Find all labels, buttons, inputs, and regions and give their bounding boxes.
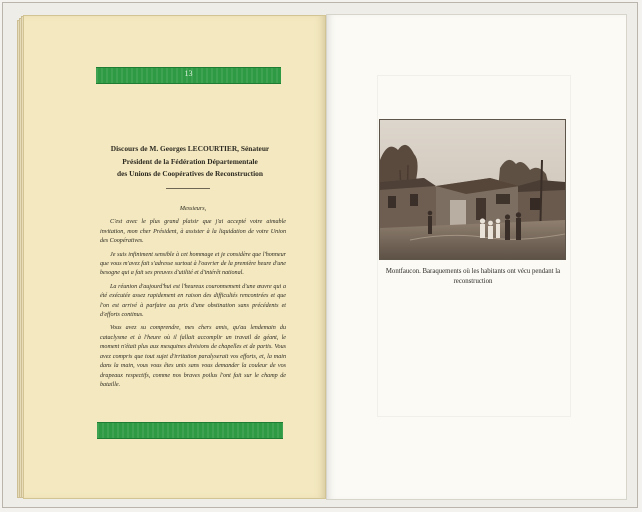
salutation: Messieurs, xyxy=(179,206,207,212)
paragraph: Vous avez su comprendre, mes chers amis, qu'au lendemain du cataclysme et à l'heure où il fallait accomplir un travail de géant, le moment n'était plus aux mesquines divisions de chapelles et de partis. Vous avez compris que tout sujet d'irritation paralyserait vos efforts, et, la main dans la main, vous vous êtes unis sans vous demander la couleur de vos drapeaux respectifs, comme nos braves poilus l'ont fait sur le champ de bataille. xyxy=(100,325,286,388)
scan-frame xyxy=(2,2,638,508)
photo-barracks-village-icon xyxy=(380,120,565,259)
right-page xyxy=(326,14,627,500)
title-line: Président de la Fédération Départementale xyxy=(122,156,258,166)
title-line: des Unions de Coopératives de Reconstruction xyxy=(117,169,263,178)
paragraph: La réunion d'aujourd'hui est l'heureux couronnement d'une œuvre qui a été exécutée assez rapidement en raison des difficultés rencontrées et que l'on est arrivé à parfaire au prix d'une obstination sans précédents et d'efforts continus. xyxy=(100,283,286,319)
speech-title xyxy=(96,143,284,181)
open-booklet xyxy=(17,12,629,502)
photo-barracks-village xyxy=(379,119,566,260)
photo-caption: Montfaucon. Baraquements où les habitants ont vécu pendant la reconstruction xyxy=(385,268,561,285)
header-ornament-bar xyxy=(96,67,281,84)
speech-body xyxy=(100,205,286,394)
paragraph: C'est avec le plus grand plaisir que j'ai accepté votre aimable invitation, mon cher Président, à assister à la liquidation de votre Union des Coopératives. xyxy=(100,219,286,245)
paragraph: Je suis infiniment sensible à cet hommage et je considère que l'honneur que vous m'avez fait s'adresse surtout à l'ouvrier de la première heure d'une besogne qui a fait ses preuves d'utilité et d'intérêt national. xyxy=(100,251,286,277)
title-line: Discours de M. Georges LECOURTIER, Sénateur xyxy=(110,144,270,153)
page-number: 13 xyxy=(184,69,193,78)
left-page xyxy=(23,15,326,499)
title-divider xyxy=(166,188,210,189)
footer-ornament-bar xyxy=(97,422,283,439)
